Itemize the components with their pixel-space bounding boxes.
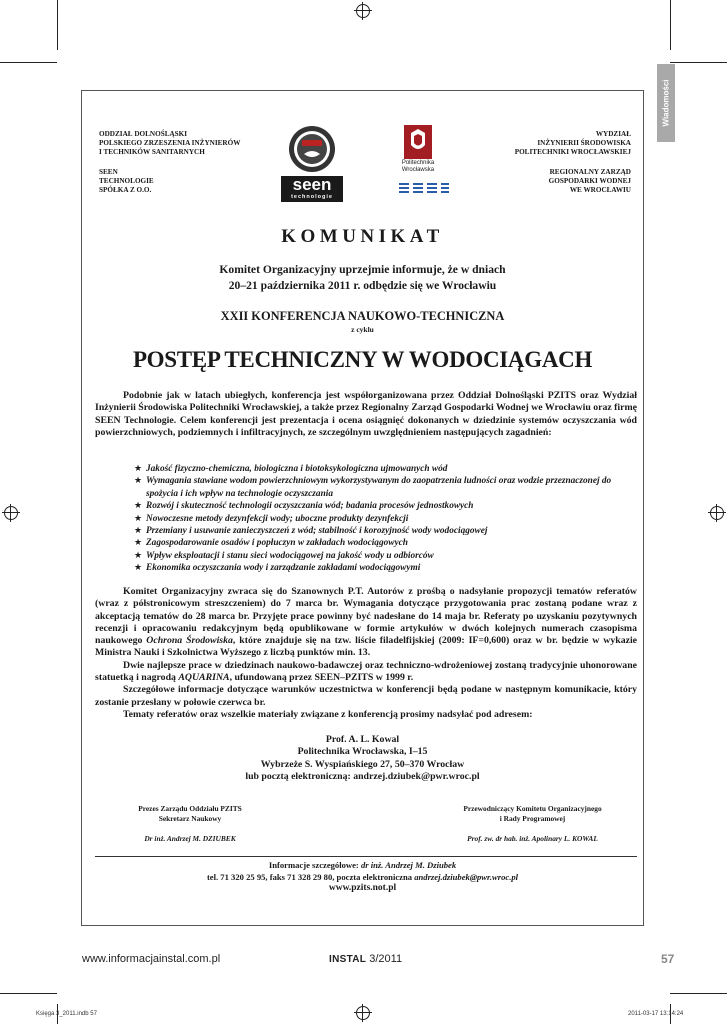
star-icon: ★ xyxy=(134,464,143,474)
header-left-top xyxy=(99,130,240,157)
crop-mark xyxy=(0,993,57,994)
award-name: AQUARINA xyxy=(178,672,230,684)
signature-right xyxy=(425,804,640,824)
paragraph-text: , które znajduje się na tzw. liście filadelfijskiej (2009: IF=0,600) oraz w br. będzie w wykazie Ministra Nauki i Szkolnictwa Wyższego z liczbą punktów min. 13. xyxy=(95,635,638,659)
paragraph-4: Szczegółowe informacje dotyczące warunków uczestnictwa w konferencji będą podane w następnym komunikacie, który zostanie przesłany w połowie czerwca br. xyxy=(95,684,637,708)
info-label: Informacje szczegółowe: xyxy=(268,860,361,870)
crop-mark xyxy=(57,0,58,50)
header-line: ODDZIAŁ DOLNOŚLĄSKI xyxy=(99,130,188,138)
info-email: andrzej.dziubek@pwr.wroc.pl xyxy=(414,871,519,882)
star-icon: ★ xyxy=(134,550,143,561)
signature-line: Sekretarz Naukowy xyxy=(158,814,222,823)
paragraph-text: Dwie najlepsze prace w dziedzinach naukowo-badawczej oraz techniczno-wdrożeniowej zostaną tradycyjnie uhonorowane statuetką i nagrodą xyxy=(95,659,637,684)
paragraphs-details xyxy=(95,586,637,721)
seen-logo xyxy=(281,176,343,202)
seen-logo-sub: technologie xyxy=(291,194,333,200)
topic-text: Ekonomika oczyszczania wody i zarządzanie zakładami wodociągowymi xyxy=(146,563,421,574)
list-item xyxy=(134,537,614,549)
list-item xyxy=(134,525,614,537)
topic-text: Przemiany i usuwanie zanieczyszczeń z wód; stabilność i korozyjność wody wodociągowej xyxy=(146,526,488,537)
address-line: Politechnika Wrocławska, I–15 xyxy=(297,746,428,758)
section-tab-label: Wiadomości xyxy=(661,79,671,127)
signature-left-name: Dr inż. Andrzej M. DZIUBEK xyxy=(144,834,236,843)
header-right-top xyxy=(515,130,631,157)
paragraph-3 xyxy=(95,660,637,685)
topic-text: Wymagania stawiane wodom powierzchniowym wykorzystywanym do zaopatrzenia ludności oraz wodzie przeznaczonej do spożycia i ich wpływ na technologie oczyszczania xyxy=(146,476,612,499)
header-line: POLITECHNIKI WROCŁAWSKIEJ xyxy=(514,148,631,156)
intro-line: Komitet Organizacyjny uprzejmie informuje, że w dniach xyxy=(219,263,506,276)
header-line: INŻYNIERII ŚRODOWISKA xyxy=(537,139,631,147)
info-website: www.pzits.not.pl xyxy=(328,883,397,893)
section-tab xyxy=(657,64,675,142)
topic-text: Jakość fizyczno-chemiczna, biologiczna i biotoksykologiczna ujmowanych wód xyxy=(146,464,448,474)
paragraph-5: Tematy referatów oraz wszelkie materiały związane z konferencją prosimy nadsyłać pod adresem: xyxy=(123,708,533,720)
header-line: I TECHNIKÓW SANITARNYCH xyxy=(99,148,205,156)
slug-date: 2011-03-17 13:14:24 xyxy=(628,1011,684,1017)
paragraph-2 xyxy=(95,586,637,660)
page-number: 57 xyxy=(661,952,675,966)
info-name: dr inż. Andrzej M. Dziubek xyxy=(360,860,457,870)
star-icon: ★ xyxy=(134,526,143,537)
paragraph-text: Komitet Organizacyjny zwraca się do Szanownych P.T. Autorów z prośbą o nadsyłanie propozycji tematów referatów (wraz z półstronicowym streszczeniem) do 7 marca br. Wymagania dotyczące przygotowania prac zostaną podane wraz z akceptacją tematów do 28 marca br. Przyjęte prace powinny być nadesłane do 14 maja br. Referaty po uzyskaniu pozytywnych recenzji i opracowaniu redakcyjnym będą opublikowane w formie artykułów w dwóch kolejnych numerach czasopisma naukowego xyxy=(95,586,637,647)
intro-text xyxy=(81,262,644,294)
signature-left xyxy=(100,804,280,824)
journal-name: Ochrona Środowiska xyxy=(146,635,233,647)
registration-mark-icon xyxy=(356,1006,370,1020)
politechnika-logo-caption xyxy=(396,160,440,174)
intro-line: 20–21 października 2011 r. odbędzie się we Wrocławiu xyxy=(228,279,497,292)
main-title: POSTĘP TECHNICZNY W WODOCIĄGACH xyxy=(132,347,593,372)
crop-mark xyxy=(0,62,57,63)
star-icon: ★ xyxy=(134,538,143,549)
crop-mark xyxy=(670,993,727,994)
issue-number: 3/2011 xyxy=(369,953,403,965)
info-line-1 xyxy=(81,860,644,872)
pzits-logo-icon xyxy=(280,124,344,174)
list-item xyxy=(134,463,614,475)
header-line: SEEN xyxy=(99,168,118,176)
info-box xyxy=(81,860,644,895)
signature-right-name: Prof. zw. dr hab. inż. Apolinary L. KOWAL xyxy=(467,834,598,843)
contact-address xyxy=(81,734,644,784)
star-icon: ★ xyxy=(134,513,143,524)
signature-line: i Rady Programowej xyxy=(499,814,566,823)
list-item xyxy=(134,500,614,512)
registration-mark-icon xyxy=(710,506,724,520)
politechnika-logo-icon xyxy=(404,125,432,159)
list-item xyxy=(134,562,614,574)
header-line: POLSKIEGO ZRZESZENIA INŻYNIERÓW xyxy=(99,139,241,147)
address-line: Wybrzeże S. Wyspiańskiego 27, 50–370 Wrocław xyxy=(260,758,465,770)
star-icon: ★ xyxy=(134,501,143,512)
footer-website: www.informacjainstal.com.pl xyxy=(82,953,221,965)
logo-caption-line: Wrocławska xyxy=(401,167,435,173)
seen-logo-text: seen xyxy=(292,175,332,194)
header-line: WYDZIAŁ xyxy=(595,130,631,138)
address-line: lub pocztą elektroniczną: andrzej.dziubek@pwr.wroc.pl xyxy=(245,771,480,783)
signature-line: Przewodniczący Komitetu Organizacyjnego xyxy=(463,804,602,813)
header-line: GOSPODARKI WODNEJ xyxy=(548,177,631,185)
info-phone: tel. 71 320 25 95, faks 71 328 29 80, poczta elektroniczna xyxy=(206,871,415,882)
header-left-bottom xyxy=(99,168,154,195)
topic-text: Wpływ eksploatacji i stanu sieci wodociągowej na jakość wody u odbiorców xyxy=(146,550,434,561)
cycle-label: z cyklu xyxy=(351,325,374,334)
header-line: TECHNOLOGIE xyxy=(99,177,154,185)
registration-mark-icon xyxy=(356,4,370,18)
header-line: SPÓŁKA Z O.O. xyxy=(99,186,152,194)
paragraph-text: , ufundowaną przez SEEN–PZITS w 1999 r. xyxy=(229,672,414,684)
topic-text: Nowoczesne metody dezynfekcji wody; uboczne produkty dezynfekcji xyxy=(146,513,409,524)
header-line: REGIONALNY ZARZĄD xyxy=(549,168,631,176)
list-item xyxy=(134,475,614,500)
star-icon: ★ xyxy=(134,563,143,574)
signature-line: Prezes Zarządu Oddziału PZITS xyxy=(138,804,242,813)
star-icon: ★ xyxy=(134,476,143,487)
header-line: WE WROCŁAWIU xyxy=(569,186,631,194)
address-line: Prof. A. L. Kowal xyxy=(325,734,400,745)
topic-text: Zagospodarowanie osadów i popłuczyn w zakładach wodociągowych xyxy=(146,538,408,549)
registration-mark-icon xyxy=(4,506,18,520)
list-item xyxy=(134,550,614,562)
footer-issue xyxy=(329,953,402,965)
magazine-name: INSTAL xyxy=(329,954,367,965)
slug-file: Księga 3_2011.indb 57 xyxy=(36,1011,97,1017)
paragraph-1: Podobnie jak w latach ubiegłych, konferencja jest współorganizowana przez Oddział Dolnośląski PZITS oraz Wydział Inżynierii Środowiska Politechniki Wrocławskiej, a także przez Regionalny Zarząd Gospodarki Wodnej we Wrocławiu oraz firmę SEEN Technologie. Celem konferencji jest prezentacja i ocena osiągnięć dokonanych w dziedzinie systemów oczyszczania wód powierzchniowych, podziemnych i infiltracyjnych, ze szczególnym uwzględnieniem następujących zagadnień: xyxy=(95,390,637,438)
topics-list xyxy=(134,463,614,575)
info-line-2 xyxy=(81,872,644,884)
list-item xyxy=(134,513,614,525)
topic-text: Rozwój i skuteczność technologii oczyszczania wód; badania procesów jednostkowych xyxy=(146,501,474,512)
announcement-title: KOMUNIKAT xyxy=(281,226,444,247)
crop-mark xyxy=(670,62,727,63)
rzgw-logo-icon xyxy=(397,178,451,198)
crop-mark xyxy=(670,0,671,50)
header-right-bottom xyxy=(549,168,631,195)
paragraph-intro xyxy=(95,390,637,439)
conference-heading: XXII KONFERENCJA NAUKOWO-TECHNICZNA xyxy=(220,309,505,323)
divider xyxy=(95,856,637,857)
logo-caption-line: Politechnika xyxy=(401,160,435,166)
